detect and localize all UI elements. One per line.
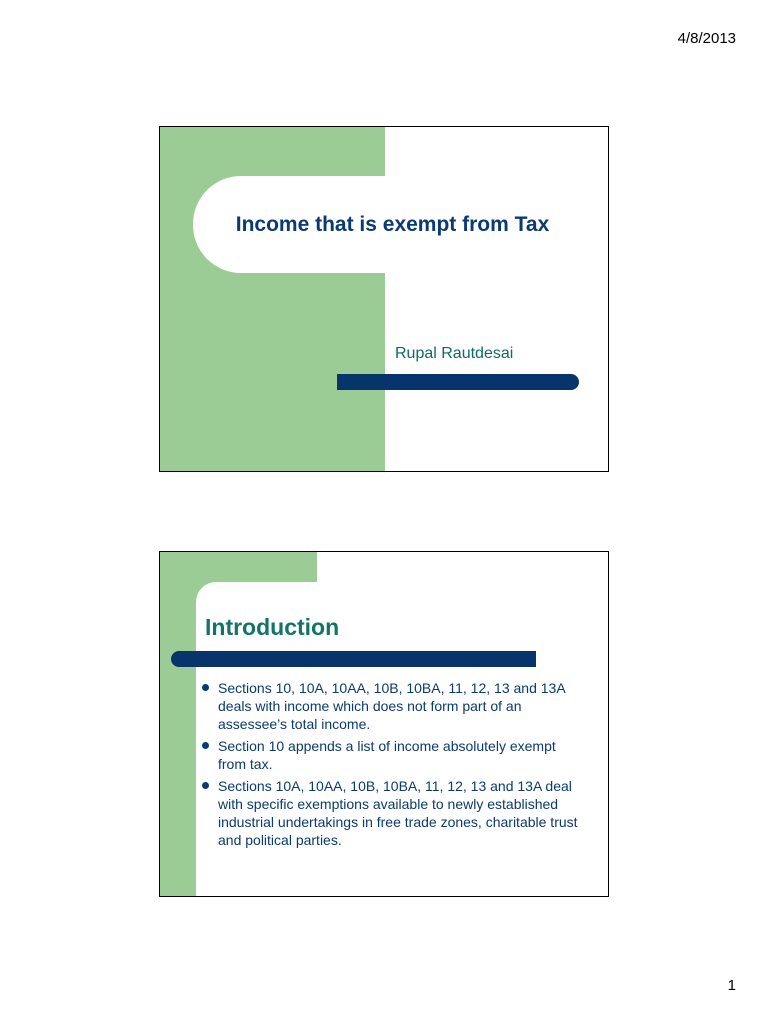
slide-title-text: Income that is exempt from Tax [235, 212, 550, 236]
bullet-icon [202, 782, 209, 789]
list-item [200, 679, 580, 733]
slide-introduction [159, 551, 609, 897]
page-date: 4/8/2013 [677, 30, 736, 47]
bullet-icon [202, 742, 209, 749]
list-item [200, 777, 580, 849]
bullet-text: Sections 10A, 10AA, 10B, 10BA, 11, 12, 13 and 13A deal with specific exemptions available to newly established industrial undertakings in free trade zones, charitable trust and political parties. [218, 778, 578, 848]
decorative-bar [337, 374, 579, 390]
slide-title [159, 126, 609, 472]
bullet-text: Sections 10, 10A, 10AA, 10B, 10BA, 11, 12, 13 and 13A deals with income which does not form part of an assessee’s total income. [218, 680, 565, 732]
page-number: 1 [727, 977, 736, 994]
bullet-text: Section 10 appends a list of income absolutely exempt from tax. [218, 738, 556, 772]
bullet-list [200, 679, 580, 853]
decorative-notch [196, 582, 317, 602]
decorative-green-left [160, 552, 196, 897]
list-item [200, 737, 580, 773]
slide-heading: Introduction [205, 614, 340, 640]
bullet-icon [202, 684, 209, 691]
decorative-bar [171, 651, 536, 667]
author-name: Rupal Rautdesai [395, 345, 514, 362]
